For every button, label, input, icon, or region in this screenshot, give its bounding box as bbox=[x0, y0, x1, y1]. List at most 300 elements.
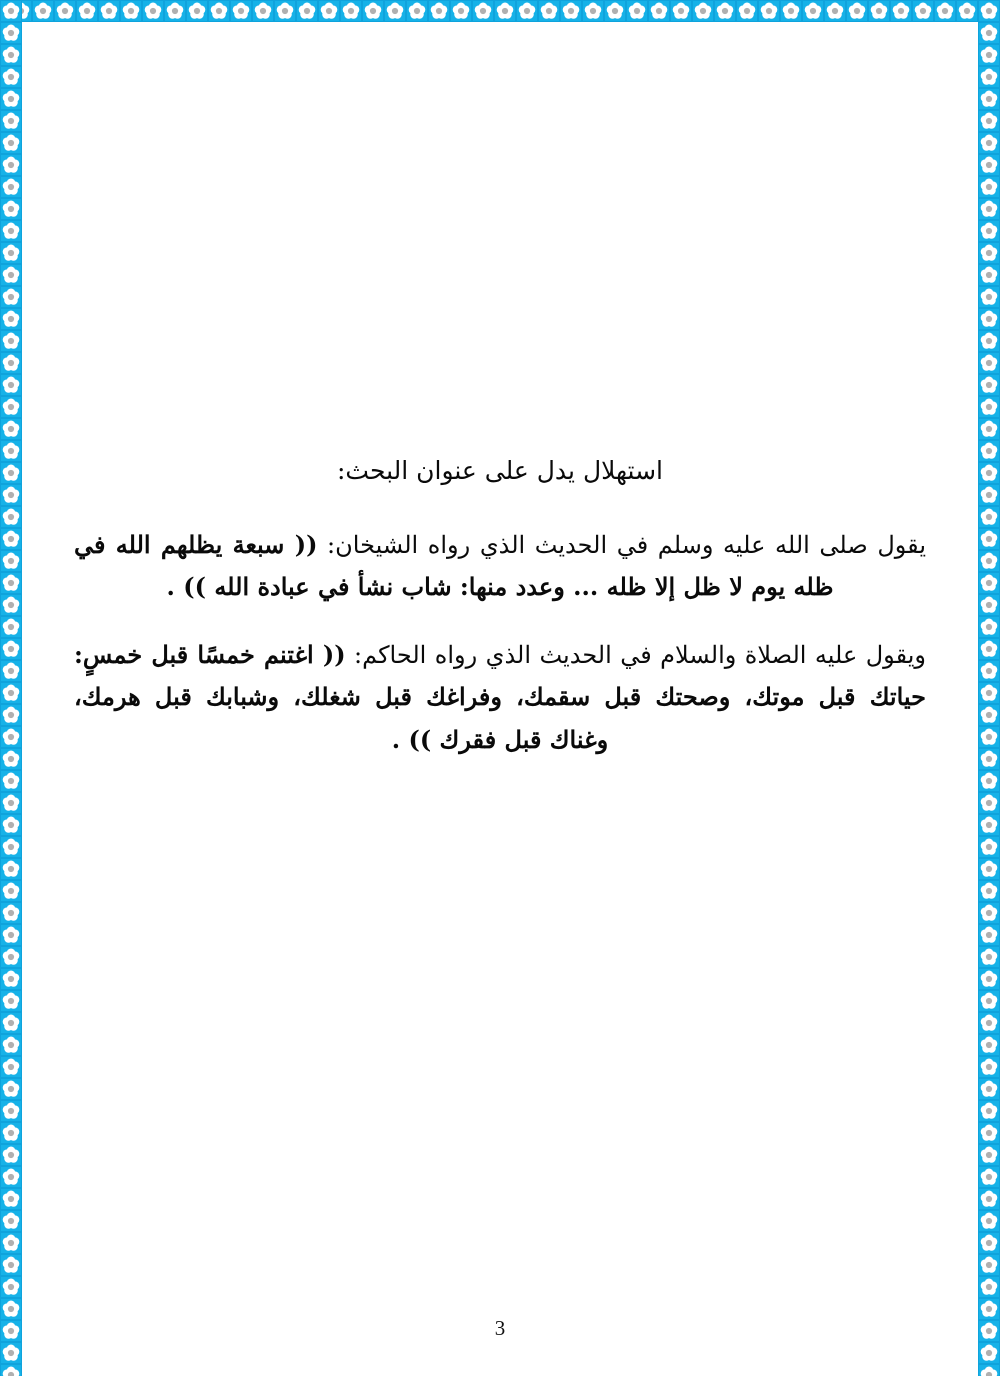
flower-icon bbox=[979, 23, 999, 43]
flower-icon bbox=[979, 529, 999, 549]
flower-icon bbox=[561, 1, 581, 21]
flower-icon bbox=[979, 397, 999, 417]
flower-icon bbox=[253, 1, 273, 21]
flower-icon bbox=[979, 1035, 999, 1055]
flower-icon bbox=[1, 1079, 21, 1099]
flower-icon bbox=[1, 551, 21, 571]
border-flower-tile bbox=[0, 968, 22, 990]
flower-icon bbox=[1, 1277, 21, 1297]
flower-icon bbox=[1, 925, 21, 945]
flower-icon bbox=[1, 111, 21, 131]
flower-icon bbox=[1, 815, 21, 835]
border-flower-tile bbox=[0, 220, 22, 242]
border-flower-tile bbox=[0, 902, 22, 924]
flower-icon bbox=[1, 1057, 21, 1077]
border-flower-tile bbox=[76, 0, 98, 22]
paragraph-hadith-sahihain bbox=[74, 524, 926, 609]
flower-icon bbox=[979, 661, 999, 681]
flower-icon bbox=[979, 419, 999, 439]
border-flower-tile bbox=[274, 0, 296, 22]
flower-icon bbox=[979, 1145, 999, 1165]
border-flower-tile bbox=[252, 0, 274, 22]
border-flower-tile bbox=[516, 0, 538, 22]
flower-icon bbox=[979, 309, 999, 329]
flower-icon bbox=[627, 1, 647, 21]
flower-icon bbox=[539, 1, 559, 21]
border-flower-tile bbox=[0, 264, 22, 286]
border-flower-tile bbox=[978, 572, 1000, 594]
border-flower-tile bbox=[0, 44, 22, 66]
border-flower-tile bbox=[978, 1276, 1000, 1298]
border-flower-tile bbox=[978, 506, 1000, 528]
border-flower-tile bbox=[978, 0, 1000, 22]
flower-icon bbox=[1, 881, 21, 901]
flower-icon bbox=[1, 727, 21, 747]
flower-icon bbox=[891, 1, 911, 21]
flower-icon bbox=[1, 265, 21, 285]
flower-icon bbox=[979, 1079, 999, 1099]
border-flower-tile bbox=[626, 0, 648, 22]
border-flower-tile bbox=[912, 0, 934, 22]
border-flower-tile bbox=[0, 528, 22, 550]
flower-icon bbox=[979, 1321, 999, 1341]
flower-icon bbox=[979, 375, 999, 395]
flower-icon bbox=[979, 177, 999, 197]
border-flower-tile bbox=[0, 1210, 22, 1232]
border-flower-tile bbox=[0, 1298, 22, 1320]
flower-icon bbox=[1, 529, 21, 549]
section-heading: استهلال يدل على عنوان البحث: bbox=[336, 456, 663, 485]
flower-icon bbox=[979, 133, 999, 153]
border-flower-tile bbox=[0, 792, 22, 814]
flower-icon bbox=[869, 1, 889, 21]
border-flower-tile bbox=[0, 0, 10, 22]
flower-icon bbox=[187, 1, 207, 21]
border-flower-tile bbox=[208, 0, 230, 22]
border-flower-tile bbox=[0, 1122, 22, 1144]
flower-icon bbox=[407, 1, 427, 21]
flower-icon bbox=[1, 1035, 21, 1055]
flower-icon bbox=[1, 1321, 21, 1341]
border-flower-tile bbox=[0, 0, 22, 22]
border-flower-tile bbox=[0, 1320, 22, 1342]
flower-icon bbox=[979, 1255, 999, 1275]
flower-icon bbox=[517, 1, 537, 21]
border-flower-tile bbox=[10, 0, 32, 22]
flower-icon bbox=[1, 1365, 21, 1376]
flower-icon bbox=[979, 1211, 999, 1231]
flower-icon bbox=[1, 1013, 21, 1033]
border-flower-tile bbox=[978, 1254, 1000, 1276]
flower-icon bbox=[1, 1167, 21, 1187]
border-flower-tile bbox=[0, 858, 22, 880]
border-flower-tile bbox=[978, 1320, 1000, 1342]
border-flower-tile bbox=[0, 594, 22, 616]
decorative-border-right bbox=[978, 0, 1000, 1376]
border-flower-tile bbox=[978, 638, 1000, 660]
flower-icon bbox=[1, 991, 21, 1011]
border-flower-tile bbox=[978, 594, 1000, 616]
border-flower-tile bbox=[978, 176, 1000, 198]
flower-icon bbox=[1, 1101, 21, 1121]
flower-icon bbox=[979, 1123, 999, 1143]
border-flower-tile bbox=[560, 0, 582, 22]
flower-icon bbox=[341, 1, 361, 21]
border-flower-tile bbox=[0, 924, 22, 946]
border-flower-tile bbox=[0, 616, 22, 638]
flower-icon bbox=[1, 375, 21, 395]
border-flower-tile bbox=[0, 374, 22, 396]
flower-icon bbox=[979, 947, 999, 967]
border-flower-tile bbox=[0, 880, 22, 902]
flower-icon bbox=[1, 837, 21, 857]
border-flower-tile bbox=[978, 220, 1000, 242]
trailing-punctuation: . bbox=[391, 724, 409, 754]
border-tile-row-top bbox=[0, 0, 1000, 22]
border-flower-tile bbox=[978, 22, 1000, 44]
flower-icon bbox=[1, 287, 21, 307]
border-flower-tile bbox=[0, 440, 22, 462]
border-flower-tile bbox=[978, 1144, 1000, 1166]
border-flower-tile bbox=[494, 0, 516, 22]
flower-icon bbox=[979, 551, 999, 571]
flower-icon bbox=[1, 221, 21, 241]
flower-icon bbox=[1, 243, 21, 263]
hadith-quote-text: (( سبعة يظلهم الله في ظله يوم لا ظل إلا ظله ... وعدد منها: شاب نشأ في عبادة الله )) bbox=[74, 529, 834, 601]
border-flower-tile bbox=[0, 198, 22, 220]
border-flower-tile bbox=[0, 110, 22, 132]
border-flower-tile bbox=[0, 484, 22, 506]
flower-icon bbox=[979, 683, 999, 703]
flower-icon bbox=[99, 1, 119, 21]
border-flower-tile bbox=[978, 682, 1000, 704]
trailing-punctuation: . bbox=[166, 571, 184, 601]
border-flower-tile bbox=[296, 0, 318, 22]
flower-icon bbox=[979, 771, 999, 791]
border-tile-col-left bbox=[0, 0, 22, 1376]
flower-icon bbox=[979, 925, 999, 945]
border-flower-tile bbox=[0, 88, 22, 110]
border-flower-tile bbox=[0, 462, 22, 484]
flower-icon bbox=[979, 221, 999, 241]
flower-icon bbox=[165, 1, 185, 21]
border-flower-tile bbox=[890, 0, 912, 22]
flower-icon bbox=[693, 1, 713, 21]
flower-icon bbox=[1, 1211, 21, 1231]
border-flower-tile bbox=[978, 528, 1000, 550]
border-flower-tile bbox=[0, 1100, 22, 1122]
flower-icon bbox=[979, 1299, 999, 1319]
flower-icon bbox=[77, 1, 97, 21]
flower-icon bbox=[979, 793, 999, 813]
border-flower-tile bbox=[978, 286, 1000, 308]
border-flower-tile bbox=[978, 990, 1000, 1012]
border-flower-tile bbox=[0, 1232, 22, 1254]
flower-icon bbox=[451, 1, 471, 21]
flower-icon bbox=[979, 1167, 999, 1187]
border-flower-tile bbox=[362, 0, 384, 22]
border-flower-tile bbox=[406, 0, 428, 22]
narration-text: ويقول عليه الصلاة والسلام في الحديث الذي رواه الحاكم: bbox=[345, 641, 926, 670]
flower-icon bbox=[759, 1, 779, 21]
border-flower-tile bbox=[450, 0, 472, 22]
border-flower-tile bbox=[0, 638, 22, 660]
flower-icon bbox=[979, 89, 999, 109]
border-flower-tile bbox=[978, 1210, 1000, 1232]
border-flower-tile bbox=[736, 0, 758, 22]
border-flower-tile bbox=[978, 1078, 1000, 1100]
border-flower-tile bbox=[0, 704, 22, 726]
flower-icon bbox=[1, 1189, 21, 1209]
flower-icon bbox=[979, 67, 999, 87]
border-flower-tile bbox=[978, 330, 1000, 352]
border-flower-tile bbox=[824, 0, 846, 22]
border-flower-tile bbox=[0, 176, 22, 198]
border-flower-tile bbox=[978, 1122, 1000, 1144]
flower-icon bbox=[1, 595, 21, 615]
border-flower-tile bbox=[978, 132, 1000, 154]
border-flower-tile bbox=[0, 1276, 22, 1298]
flower-icon bbox=[979, 837, 999, 857]
border-flower-tile bbox=[0, 506, 22, 528]
border-flower-tile bbox=[978, 946, 1000, 968]
border-flower-tile bbox=[648, 0, 670, 22]
flower-icon bbox=[1, 353, 21, 373]
border-flower-tile bbox=[0, 286, 22, 308]
flower-icon bbox=[1, 749, 21, 769]
flower-icon bbox=[1, 639, 21, 659]
document-text-block bbox=[74, 452, 926, 777]
border-flower-tile bbox=[0, 572, 22, 594]
flower-icon bbox=[781, 1, 801, 21]
border-flower-tile bbox=[978, 1232, 1000, 1254]
border-flower-tile bbox=[0, 770, 22, 792]
border-flower-tile bbox=[978, 968, 1000, 990]
flower-icon bbox=[979, 1057, 999, 1077]
flower-icon bbox=[649, 1, 669, 21]
flower-icon bbox=[913, 1, 933, 21]
flower-icon bbox=[979, 815, 999, 835]
flower-icon bbox=[979, 903, 999, 923]
flower-icon bbox=[979, 1101, 999, 1121]
border-flower-tile bbox=[0, 352, 22, 374]
border-flower-tile bbox=[0, 748, 22, 770]
border-flower-tile bbox=[0, 22, 22, 44]
hadith-quote-text: (( اغتنم خمسًا قبل خمسٍ: حياتك قبل موتك، وصحتك قبل سقمك، وفراغك قبل شغلك، وشبابك قبل هرمك، وغناك قبل فقرك )) bbox=[74, 640, 926, 754]
flower-icon bbox=[1, 661, 21, 681]
border-flower-tile bbox=[340, 0, 362, 22]
flower-icon bbox=[1, 309, 21, 329]
border-flower-tile bbox=[868, 0, 890, 22]
border-flower-tile bbox=[318, 0, 340, 22]
border-flower-tile bbox=[978, 66, 1000, 88]
border-flower-tile bbox=[692, 0, 714, 22]
flower-icon bbox=[979, 991, 999, 1011]
border-flower-tile bbox=[978, 1034, 1000, 1056]
border-flower-tile bbox=[846, 0, 868, 22]
border-flower-tile bbox=[978, 308, 1000, 330]
flower-icon bbox=[1, 463, 21, 483]
flower-icon bbox=[979, 507, 999, 527]
border-flower-tile bbox=[164, 0, 186, 22]
border-flower-tile bbox=[978, 858, 1000, 880]
border-flower-tile bbox=[978, 836, 1000, 858]
border-flower-tile bbox=[802, 0, 824, 22]
border-flower-tile bbox=[978, 704, 1000, 726]
flower-icon bbox=[275, 1, 295, 21]
border-flower-tile bbox=[0, 330, 22, 352]
border-flower-tile bbox=[978, 154, 1000, 176]
flower-icon bbox=[1, 331, 21, 351]
border-flower-tile bbox=[0, 1012, 22, 1034]
border-flower-tile bbox=[978, 550, 1000, 572]
flower-icon bbox=[979, 727, 999, 747]
flower-icon bbox=[1, 155, 21, 175]
border-flower-tile bbox=[978, 198, 1000, 220]
flower-icon bbox=[1, 1123, 21, 1143]
border-flower-tile bbox=[384, 0, 406, 22]
border-flower-tile bbox=[978, 660, 1000, 682]
flower-icon bbox=[319, 1, 339, 21]
flower-icon bbox=[33, 1, 53, 21]
flower-icon bbox=[935, 1, 955, 21]
flower-icon bbox=[1, 859, 21, 879]
border-flower-tile bbox=[0, 308, 22, 330]
border-tile-col-right bbox=[978, 0, 1000, 1376]
flower-icon bbox=[121, 1, 141, 21]
flower-icon bbox=[1, 903, 21, 923]
border-flower-tile bbox=[956, 0, 978, 22]
flower-icon bbox=[1, 683, 21, 703]
border-flower-tile bbox=[0, 66, 22, 88]
border-flower-tile bbox=[978, 1188, 1000, 1210]
border-flower-tile bbox=[0, 990, 22, 1012]
border-flower-tile bbox=[0, 1034, 22, 1056]
border-flower-tile bbox=[0, 946, 22, 968]
flower-icon bbox=[979, 1233, 999, 1253]
flower-icon bbox=[583, 1, 603, 21]
flower-icon bbox=[671, 1, 691, 21]
border-flower-tile bbox=[978, 88, 1000, 110]
flower-icon bbox=[979, 111, 999, 131]
flower-icon bbox=[979, 595, 999, 615]
border-flower-tile bbox=[978, 0, 1000, 22]
flower-icon bbox=[979, 573, 999, 593]
flower-icon bbox=[231, 1, 251, 21]
flower-icon bbox=[1, 507, 21, 527]
border-flower-tile bbox=[934, 0, 956, 22]
flower-icon bbox=[11, 1, 31, 21]
border-flower-tile bbox=[0, 1078, 22, 1100]
border-flower-tile bbox=[978, 1012, 1000, 1034]
flower-icon bbox=[1, 1145, 21, 1165]
flower-icon bbox=[979, 1, 999, 21]
flower-icon bbox=[1, 1, 21, 21]
flower-icon bbox=[143, 1, 163, 21]
border-flower-tile bbox=[0, 418, 22, 440]
flower-icon bbox=[979, 1277, 999, 1297]
border-flower-tile bbox=[0, 242, 22, 264]
flower-icon bbox=[979, 881, 999, 901]
border-flower-tile bbox=[978, 44, 1000, 66]
flower-icon bbox=[429, 1, 449, 21]
border-flower-tile bbox=[978, 1298, 1000, 1320]
border-flower-tile bbox=[230, 0, 252, 22]
border-flower-tile bbox=[0, 1056, 22, 1078]
flower-icon bbox=[495, 1, 515, 21]
border-flower-tile bbox=[978, 616, 1000, 638]
flower-icon bbox=[957, 1, 977, 21]
flower-icon bbox=[1, 89, 21, 109]
flower-icon bbox=[363, 1, 383, 21]
flower-icon bbox=[1, 177, 21, 197]
flower-icon bbox=[979, 331, 999, 351]
border-flower-tile bbox=[714, 0, 736, 22]
border-flower-tile bbox=[0, 814, 22, 836]
border-flower-tile bbox=[0, 1254, 22, 1276]
border-flower-tile bbox=[978, 264, 1000, 286]
border-flower-tile bbox=[978, 880, 1000, 902]
border-flower-tile bbox=[582, 0, 604, 22]
border-flower-tile bbox=[978, 748, 1000, 770]
flower-icon bbox=[979, 1013, 999, 1033]
flower-icon bbox=[979, 1189, 999, 1209]
border-flower-tile bbox=[978, 418, 1000, 440]
border-flower-tile bbox=[978, 1166, 1000, 1188]
flower-icon bbox=[1, 705, 21, 725]
flower-icon bbox=[979, 45, 999, 65]
flower-icon bbox=[1, 1299, 21, 1319]
flower-icon bbox=[979, 485, 999, 505]
flower-icon bbox=[979, 749, 999, 769]
border-flower-tile bbox=[978, 1364, 1000, 1376]
border-flower-tile bbox=[0, 726, 22, 748]
flower-icon bbox=[605, 1, 625, 21]
flower-icon bbox=[209, 1, 229, 21]
border-flower-tile bbox=[0, 1166, 22, 1188]
flower-icon bbox=[1, 441, 21, 461]
border-flower-tile bbox=[780, 0, 802, 22]
flower-icon bbox=[1, 23, 21, 43]
border-flower-tile bbox=[0, 396, 22, 418]
border-flower-tile bbox=[0, 682, 22, 704]
border-flower-tile bbox=[120, 0, 142, 22]
border-flower-tile bbox=[978, 1056, 1000, 1078]
border-flower-tile bbox=[978, 924, 1000, 946]
border-flower-tile bbox=[0, 154, 22, 176]
flower-icon bbox=[385, 1, 405, 21]
flower-icon bbox=[979, 441, 999, 461]
border-flower-tile bbox=[0, 1188, 22, 1210]
flower-icon bbox=[1, 67, 21, 87]
border-flower-tile bbox=[428, 0, 450, 22]
flower-icon bbox=[1, 419, 21, 439]
flower-icon bbox=[825, 1, 845, 21]
flower-icon bbox=[979, 639, 999, 659]
flower-icon bbox=[1, 485, 21, 505]
flower-icon bbox=[1, 947, 21, 967]
flower-icon bbox=[979, 617, 999, 637]
border-flower-tile bbox=[978, 484, 1000, 506]
border-flower-tile bbox=[472, 0, 494, 22]
border-flower-tile bbox=[978, 242, 1000, 264]
flower-icon bbox=[715, 1, 735, 21]
flower-icon bbox=[979, 265, 999, 285]
border-flower-tile bbox=[978, 902, 1000, 924]
flower-icon bbox=[979, 1343, 999, 1363]
border-flower-tile bbox=[978, 770, 1000, 792]
border-flower-tile bbox=[978, 792, 1000, 814]
